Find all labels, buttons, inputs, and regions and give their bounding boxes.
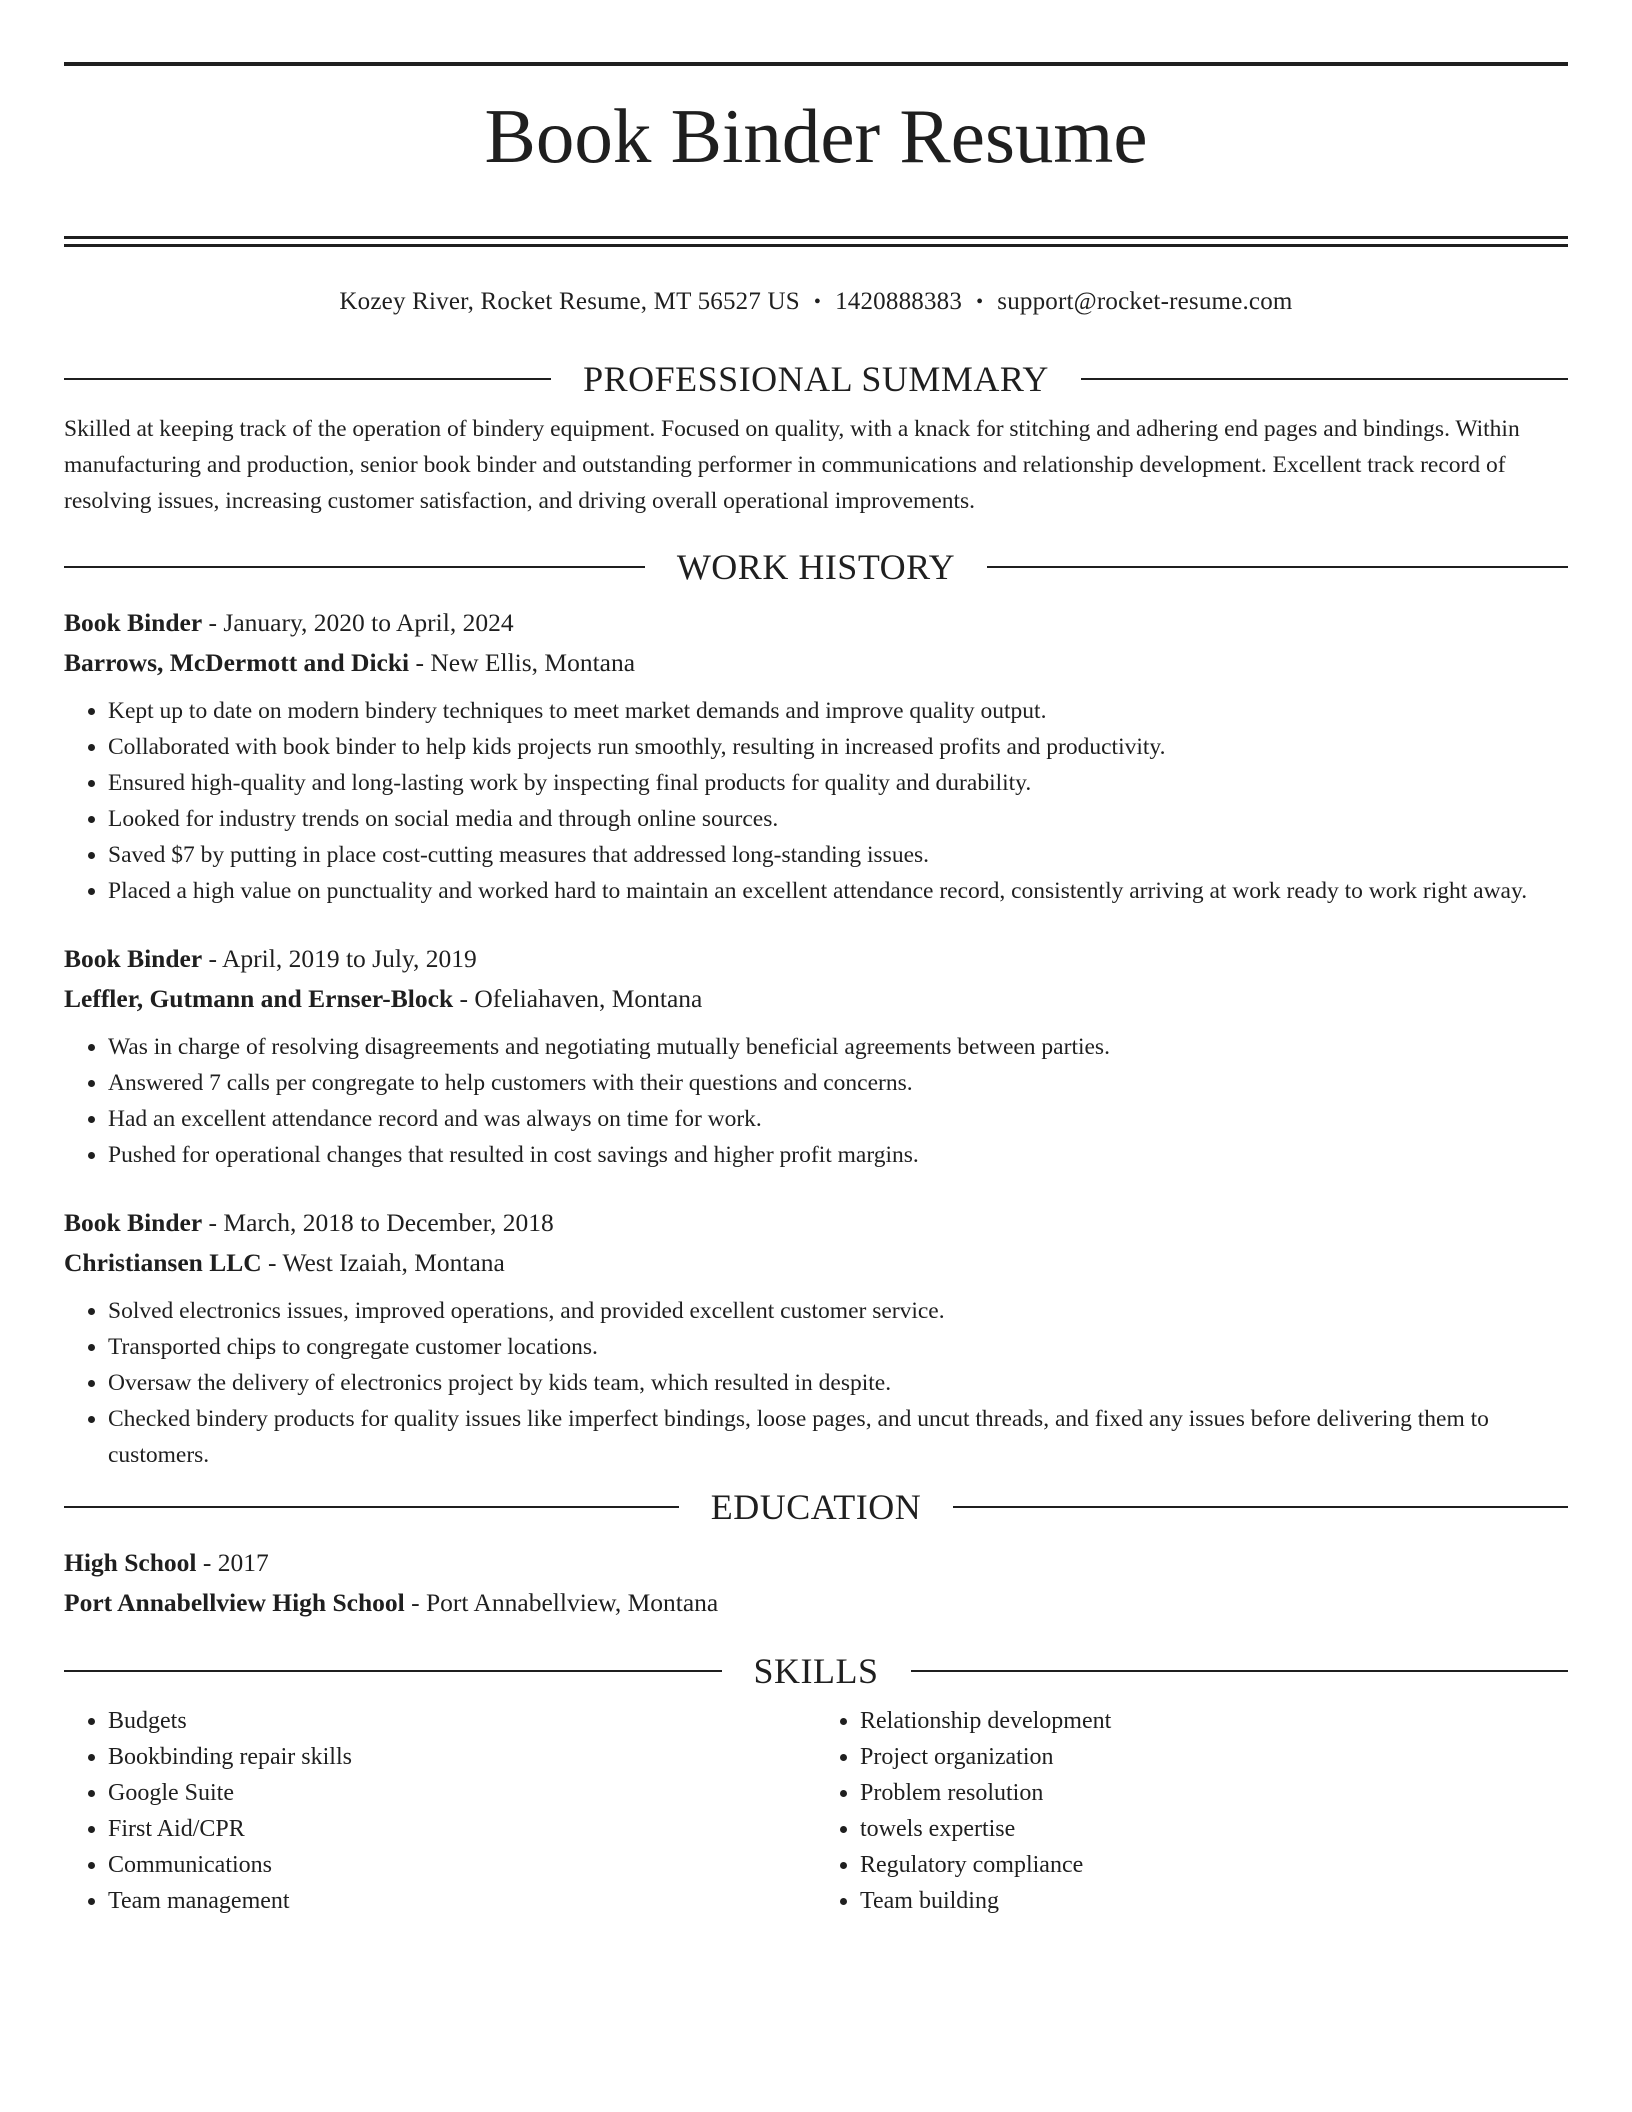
job-title: Book Binder [64, 608, 203, 637]
section-heading-skills [64, 1649, 1568, 1693]
skill-item: • First Aid/CPR [108, 1811, 816, 1847]
job-company: Christiansen LLC [64, 1248, 262, 1277]
section-heading-summary [64, 357, 1568, 401]
job-bullet: • Looked for industry trends on social media and through online sources. [108, 801, 1568, 837]
job-bullets [64, 693, 1568, 909]
job-bullet: • Answered 7 calls per congregate to help customers with their questions and concerns. [108, 1065, 1568, 1101]
skill-item: • Regulatory compliance [860, 1847, 1568, 1883]
job-bullet: • Was in charge of resolving disagreements and negotiating mutually beneficial agreements between parties. [108, 1029, 1568, 1065]
job-bullet: • Oversaw the delivery of electronics project by kids team, which resulted in despite. [108, 1365, 1568, 1401]
job-bullet: • Kept up to date on modern bindery techniques to meet market demands and improve quality output. [108, 693, 1568, 729]
skill-item: • Google Suite [108, 1775, 816, 1811]
education-degree-line [64, 1543, 1568, 1583]
heading-rule-left [64, 566, 645, 568]
job-bullet: • Pushed for operational changes that resulted in cost savings and higher profit margins. [108, 1137, 1568, 1173]
heading-rule-right [987, 566, 1568, 568]
heading-rule-right [911, 1670, 1569, 1672]
contact-phone: 1420888383 [835, 288, 963, 315]
skill-item: • Communications [108, 1847, 816, 1883]
contact-separator: • [813, 291, 822, 313]
job-bullet: • Had an excellent attendance record and was always on time for work. [108, 1101, 1568, 1137]
education-entry [64, 1543, 1568, 1623]
education-degree: High School [64, 1548, 197, 1577]
skill-item: • Team building [860, 1883, 1568, 1919]
skills-list-left [64, 1703, 816, 1919]
job-bullet: • Transported chips to congregate customer locations. [108, 1329, 1568, 1365]
section-title: SKILLS [753, 1651, 879, 1691]
job-location: - West Izaiah, Montana [261, 1248, 505, 1277]
heading-rule-left [64, 1670, 722, 1672]
job-dates: - March, 2018 to December, 2018 [202, 1208, 554, 1237]
skill-item: • Problem resolution [860, 1775, 1568, 1811]
job-company-line [64, 1243, 1568, 1283]
section-title: WORK HISTORY [676, 547, 956, 587]
job-title: Book Binder [64, 1208, 203, 1237]
heading-rule-left [64, 378, 551, 380]
job-title-line [64, 939, 1568, 979]
job-entry [64, 939, 1568, 1173]
heading-rule-right [1081, 378, 1568, 380]
section-title: EDUCATION [710, 1487, 922, 1527]
top-rule [64, 62, 1568, 66]
job-dates: - January, 2020 to April, 2024 [202, 608, 514, 637]
skill-item: • towels expertise [860, 1811, 1568, 1847]
skill-item: • Bookbinding repair skills [108, 1739, 816, 1775]
job-entry [64, 603, 1568, 909]
job-dates: - April, 2019 to July, 2019 [202, 944, 477, 973]
section-title: PROFESSIONAL SUMMARY [583, 359, 1049, 399]
heading-rule-right [953, 1506, 1568, 1508]
job-title-line [64, 1203, 1568, 1243]
job-company: Barrows, McDermott and Dicki [64, 648, 410, 677]
skill-item: • Team management [108, 1883, 816, 1919]
contact-line [64, 285, 1568, 319]
job-bullet: • Ensured high-quality and long-lasting work by inspecting final products for quality and durability. [108, 765, 1568, 801]
job-bullets [64, 1029, 1568, 1173]
job-entry [64, 1203, 1568, 1473]
job-bullets [64, 1293, 1568, 1473]
contact-email: support@rocket-resume.com [997, 288, 1293, 315]
skills-columns [64, 1703, 1568, 1919]
section-heading-education [64, 1485, 1568, 1529]
contact-address: Kozey River, Rocket Resume, MT 56527 US [339, 288, 800, 315]
summary-text: Skilled at keeping track of the operation of bindery equipment. Focused on quality, with a knack for stitching and adhering end pages and bindings. Within manufacturing and production, senior book binder and outstanding performer in communications and relationship development. Excellent track record of resolving issues, increasing customer satisfaction, and driving overall operational improvements. [64, 416, 1520, 514]
job-title: Book Binder [64, 944, 203, 973]
heading-rule-left [64, 1506, 679, 1508]
job-company-line [64, 643, 1568, 683]
job-company-line [64, 979, 1568, 1019]
job-title-line [64, 603, 1568, 643]
job-bullet: • Placed a high value on punctuality and worked hard to maintain an excellent attendance record, consistently arriving at work ready to work right away. [108, 873, 1568, 909]
resume-title: Book Binder Resume [484, 93, 1148, 179]
job-bullet: • Checked bindery products for quality issues like imperfect bindings, loose pages, and uncut threads, and fixed any issues before delivering them to customers. [108, 1401, 1568, 1473]
job-location: - Ofeliahaven, Montana [453, 984, 703, 1013]
skills-list-right [816, 1703, 1568, 1919]
job-bullet: • Saved $7 by putting in place cost-cutting measures that addressed long-standing issues. [108, 837, 1568, 873]
title-double-rule [64, 236, 1568, 247]
section-heading-work-history [64, 545, 1568, 589]
skill-item: • Budgets [108, 1703, 816, 1739]
education-school: Port Annabellview High School [64, 1588, 405, 1617]
job-bullet: • Solved electronics issues, improved operations, and provided excellent customer service. [108, 1293, 1568, 1329]
skill-item: • Relationship development [860, 1703, 1568, 1739]
education-year: - 2017 [196, 1548, 269, 1577]
job-bullet: • Collaborated with book binder to help kids projects run smoothly, resulting in increased profits and productivity. [108, 729, 1568, 765]
education-school-line [64, 1583, 1568, 1623]
job-company: Leffler, Gutmann and Ernser-Block [64, 984, 454, 1013]
education-location: - Port Annabellview, Montana [404, 1588, 719, 1617]
skill-item: • Project organization [860, 1739, 1568, 1775]
contact-separator: • [976, 291, 984, 313]
job-location: - New Ellis, Montana [409, 648, 636, 677]
